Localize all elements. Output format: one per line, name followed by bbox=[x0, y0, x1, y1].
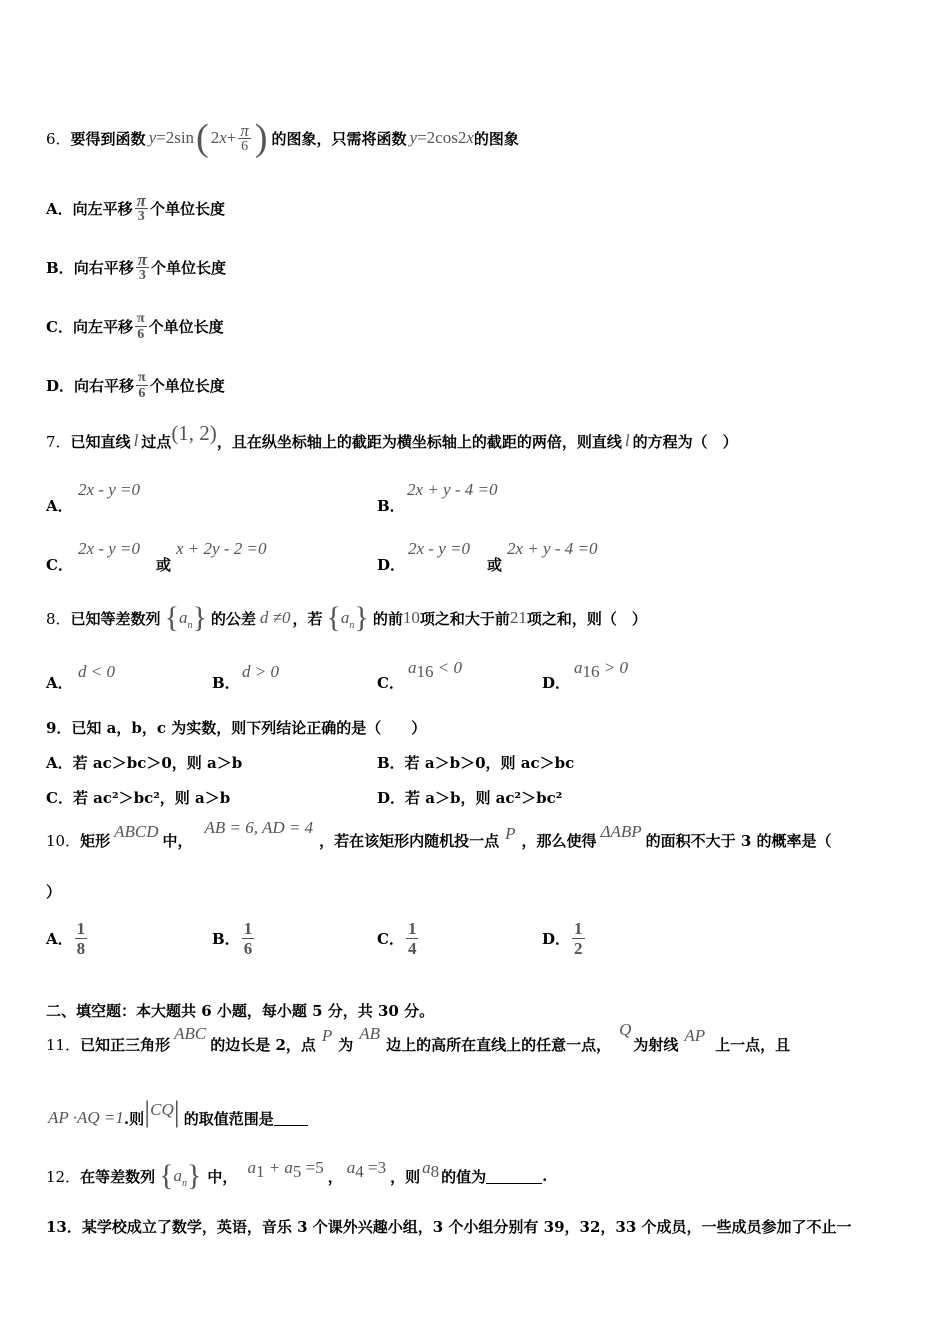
q10-option-b: B． $\frac{1}{6}$ bbox=[212, 918, 253, 958]
q7-option-a-expr: 2x - y =0 bbox=[78, 480, 140, 499]
q7-stem: 7． 已知直线 l 过点 (1, 2) ，且在纵坐标轴上的截距为横坐标轴上的截距的两倍，则直线 l 的方程为（ ） bbox=[46, 420, 738, 451]
q12-answer-blank[interactable] bbox=[486, 1169, 542, 1184]
q7-option-a-label: A． bbox=[46, 497, 73, 515]
q12-stem: 12． 在等差数列 { a $_n$ } 中， $a_1 + a_5 =5$ ， $a_4 =3$ ，则 $a_8$ 的值为 . bbox=[46, 1158, 548, 1192]
q7-option-d-label: D． bbox=[377, 556, 406, 574]
q8-option-a-expr: d < 0 bbox=[78, 662, 115, 681]
q11-number: 11． bbox=[46, 1035, 81, 1054]
q9-option-d: D．若 a＞b，则 ac²＞bc² bbox=[377, 789, 563, 807]
q10-option-d: D． $\frac{1}{2}$ bbox=[542, 918, 583, 958]
q7-option-c-expr2: x + 2y - 2 =0 bbox=[176, 539, 267, 558]
q7-option-b-expr: 2x + y - 4 =0 bbox=[407, 480, 498, 499]
q11-stem: 11． 已知正三角形 ABC 的边长是 2，点 P 为 AB 边上的高所在直线上的任意一点， Q 为射线 AP 上一点，且 bbox=[46, 1020, 791, 1054]
q6-option-a: A． 向左平移 $\frac{\pi}{3}$ 个单位长度 bbox=[46, 190, 225, 224]
q8-option-c-label: C． bbox=[377, 674, 404, 692]
q7-number: 7． bbox=[46, 432, 71, 451]
q7-option-d-expr2: 2x + y - 4 =0 bbox=[507, 539, 598, 558]
q10-option-c: C． $\frac{1}{4}$ bbox=[377, 918, 417, 958]
q8-option-d-label: D． bbox=[542, 674, 571, 692]
q11-answer-blank[interactable] bbox=[274, 1111, 308, 1126]
q6-stem: 6． 要得到函数 y =2sin ( 2 x + $\frac{\pi}{6}$ ) 的图象，只需将函数 y =2cos2 x 的图象 bbox=[46, 117, 519, 159]
q6-option-c: C． 向左平移 $\frac{\pi}{6}$ 个单位长度 bbox=[46, 310, 224, 342]
q8-number: 8． bbox=[46, 609, 71, 628]
q6-option-b: B． 向右平移 $\frac{\pi}{3}$ 个单位长度 bbox=[46, 249, 226, 283]
q7-option-d-or: 或 bbox=[487, 556, 503, 574]
q6-number: 6． bbox=[46, 129, 71, 148]
q10-number: 10． bbox=[46, 831, 81, 850]
q7-option-c-label: C． bbox=[46, 556, 73, 574]
q10-option-a: A． $\frac{1}{8}$ bbox=[46, 918, 86, 958]
q10-stem: 10． 矩形 ABCD 中， AB = 6, AD = 4 ，若在该矩形内随机投一点 P ，那么使得 ΔABP 的面积不大于 3 的概率是（ bbox=[46, 818, 832, 850]
q13-stem: 13．某学校成立了数学，英语，音乐 3 个课外兴趣小组，3 个小组分别有 39，32，33 个成员，一些成员参加了不止一 bbox=[46, 1218, 852, 1236]
q8-option-b-expr: d > 0 bbox=[242, 662, 279, 681]
q9-stem: 9．已知 a，b，c 为实数，则下列结论正确的是（ ） bbox=[46, 719, 427, 737]
q12-number: 12． bbox=[46, 1167, 81, 1186]
q8-option-d-expr: $a_{16} > 0$ bbox=[574, 658, 628, 681]
q7-option-c-expr: 2x - y =0 bbox=[78, 539, 140, 558]
q8-stem: 8． 已知等差数列 { a $_n$ } 的公差 d ≠0 ，若 { a $_n$ } 的前 10 项之和大于前 21 项之和，则（ ） bbox=[46, 601, 647, 634]
q11-stem-line2: AP ·AQ =1 .则 | CQ | 的取值范围是 bbox=[48, 1098, 308, 1138]
q8-option-b-label: B． bbox=[212, 674, 240, 692]
q7-option-d-expr: 2x - y =0 bbox=[408, 539, 470, 558]
q9-option-c: C．若 ac²＞bc²，则 a＞b bbox=[46, 789, 231, 807]
q7-point: (1, 2) bbox=[171, 420, 217, 445]
q8-option-a-label: A． bbox=[46, 674, 73, 692]
q9-option-b: B．若 a＞b＞0，则 ac＞bc bbox=[377, 754, 575, 772]
q6-pi-over-6: $\frac{\pi}{6}$ bbox=[240, 120, 249, 154]
section-heading: 二、填空题：本大题共 6 小题，每小题 5 分，共 30 分。 bbox=[46, 1002, 435, 1020]
q7-option-b-label: B． bbox=[377, 497, 405, 515]
q7-option-c-or: 或 bbox=[156, 556, 172, 574]
q9-option-a: A．若 ac＞bc＞0，则 a＞b bbox=[46, 754, 243, 772]
q10-stem-close: ） bbox=[46, 883, 62, 901]
q8-option-c-expr: $a_{16} < 0$ bbox=[408, 658, 462, 681]
q6-option-d: D． 向右平移 $\frac{\pi}{6}$ 个单位长度 bbox=[46, 369, 225, 401]
